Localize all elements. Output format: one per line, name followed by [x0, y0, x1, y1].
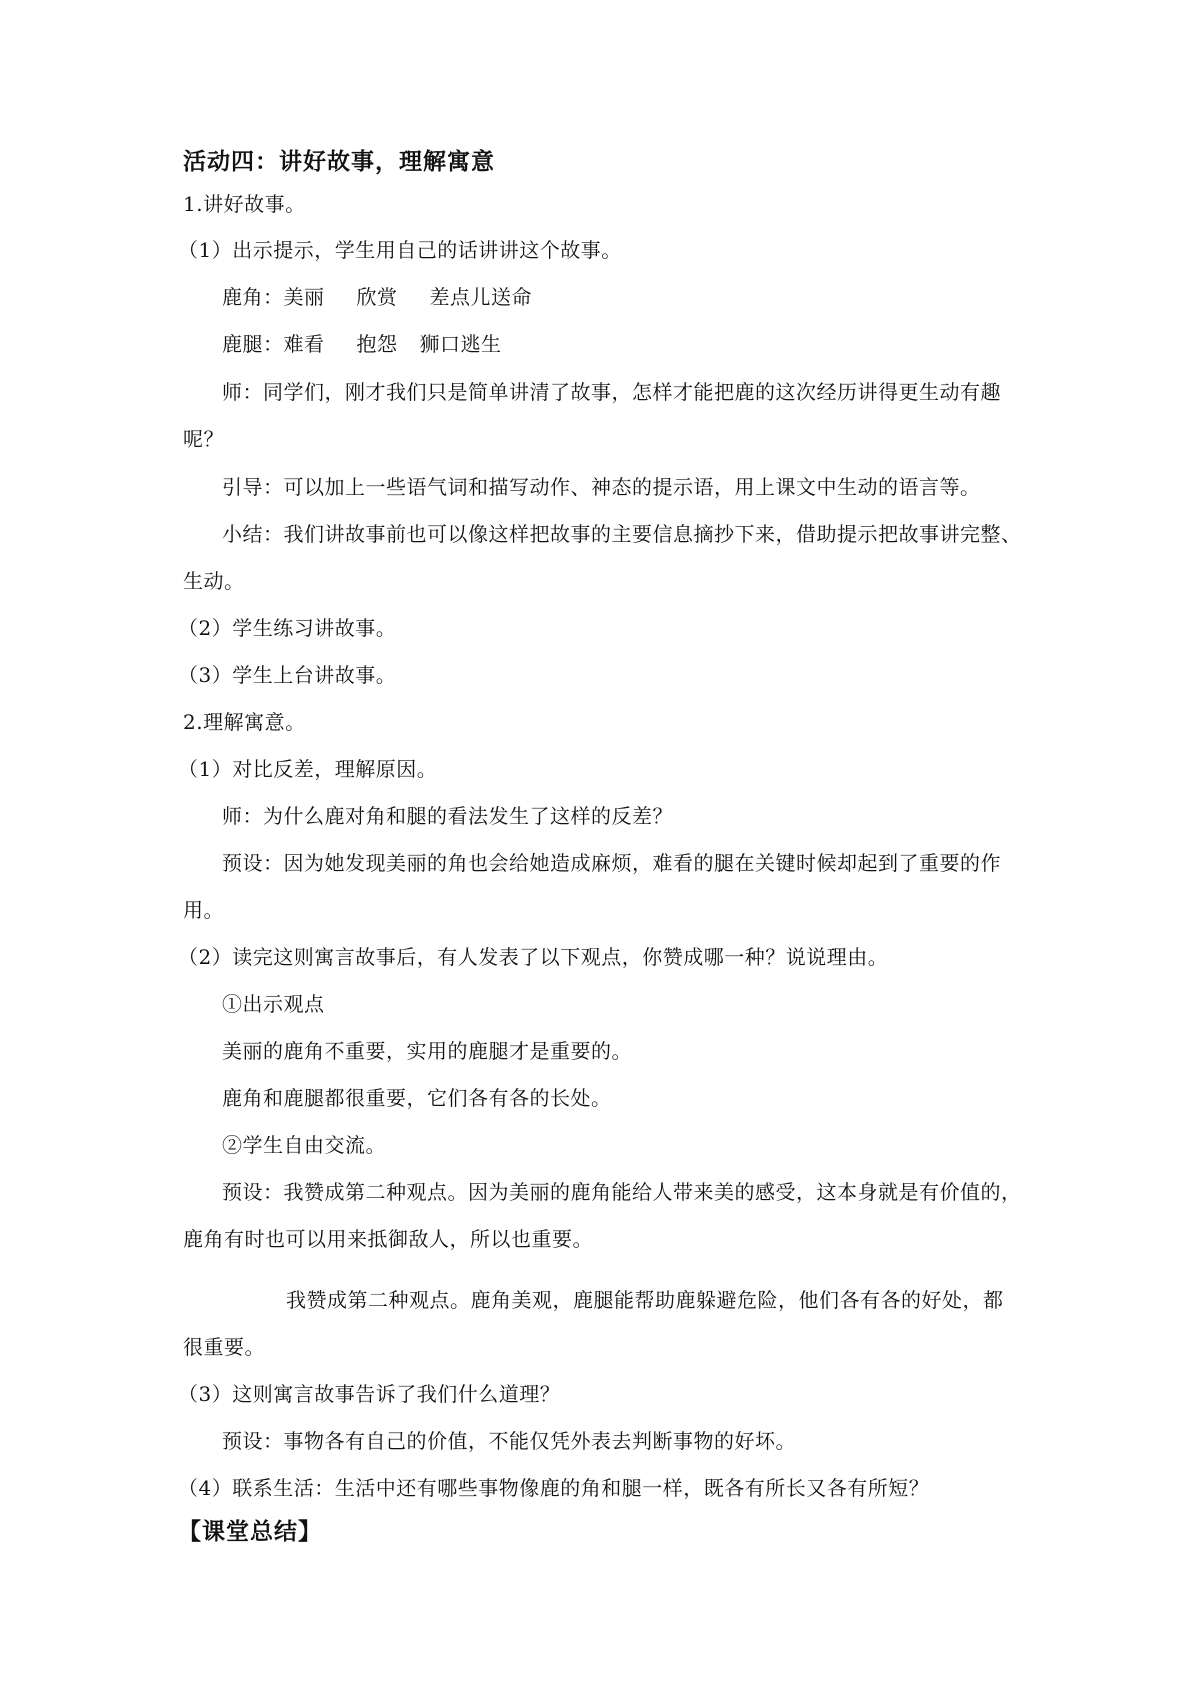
step-1-1: （1）出示提示，学生用自己的话讲讲这个故事。 — [178, 238, 622, 262]
leg-word-3: 狮口逃生 — [419, 332, 502, 356]
teacher-question-2: 师：为什么鹿对角和腿的看法发生了这样的反差？ — [222, 804, 673, 828]
show-views: ①出示观点 — [222, 992, 325, 1016]
class-summary-heading: 【课堂总结】 — [178, 1518, 322, 1545]
step-1-3: （3）学生上台讲故事。 — [178, 663, 397, 687]
preset-answer-4: 预设：事物各有自己的价值，不能仅凭外表去判断事物的好坏。 — [222, 1429, 796, 1453]
leg-word-2: 抱怨 — [356, 332, 398, 356]
preset-answer-3-cont: 很重要。 — [183, 1335, 265, 1359]
summary-text-cont: 生动。 — [183, 569, 245, 593]
guide-text: 引导：可以加上一些语气词和描写动作、神态的提示语，用上课文中生动的语言等。 — [222, 475, 981, 499]
preset-answer-2: 预设：我赞成第二种观点。因为美丽的鹿角能给人带来美的感受，这本身就是有价值的， — [222, 1180, 1022, 1204]
view-1: 美丽的鹿角不重要，实用的鹿腿才是重要的。 — [222, 1039, 632, 1063]
leg-hints — [222, 330, 502, 358]
leg-label: 鹿腿：难看 — [222, 332, 325, 356]
step-2-understand: 2.理解寓意。 — [183, 710, 306, 734]
free-discussion: ②学生自由交流。 — [222, 1133, 386, 1157]
step-2-1: （1）对比反差，理解原因。 — [178, 757, 438, 781]
step-2-3: （3）这则寓言故事告诉了我们什么道理？ — [178, 1382, 561, 1406]
summary-text: 小结：我们讲故事前也可以像这样把故事的主要信息摘抄下来，借助提示把故事讲完整、 — [222, 522, 1022, 546]
activity-heading: 活动四：讲好故事，理解寓意 — [183, 148, 495, 175]
antler-word-3: 差点儿送命 — [429, 285, 532, 309]
step-2-2: （2）读完这则寓言故事后，有人发表了以下观点，你赞成哪一种？说说理由。 — [178, 945, 889, 969]
preset-answer-1-cont: 用。 — [183, 898, 224, 922]
step-1-2: （2）学生练习讲故事。 — [178, 616, 397, 640]
preset-answer-3: 我赞成第二种观点。鹿角美观，鹿腿能帮助鹿躲避危险，他们各有各的好处，都 — [286, 1288, 1004, 1312]
view-2: 鹿角和鹿腿都很重要，它们各有各的长处。 — [222, 1086, 612, 1110]
antler-word-2: 欣赏 — [356, 285, 398, 309]
teacher-question-1: 师：同学们，刚才我们只是简单讲清了故事，怎样才能把鹿的这次经历讲得更生动有趣 — [222, 380, 1001, 404]
antler-label: 鹿角：美丽 — [222, 285, 325, 309]
preset-answer-2-cont: 鹿角有时也可以用来抵御敌人，所以也重要。 — [183, 1227, 593, 1251]
preset-answer-1: 预设：因为她发现美丽的角也会给她造成麻烦，难看的腿在关键时候却起到了重要的作 — [222, 851, 1001, 875]
step-2-4: （4）联系生活：生活中还有哪些事物像鹿的角和腿一样，既各有所长又各有所短？ — [178, 1476, 930, 1500]
antler-hints — [222, 283, 532, 311]
step-1-tell-story: 1.讲好故事。 — [183, 192, 306, 216]
teacher-question-1-cont: 呢？ — [183, 427, 224, 451]
